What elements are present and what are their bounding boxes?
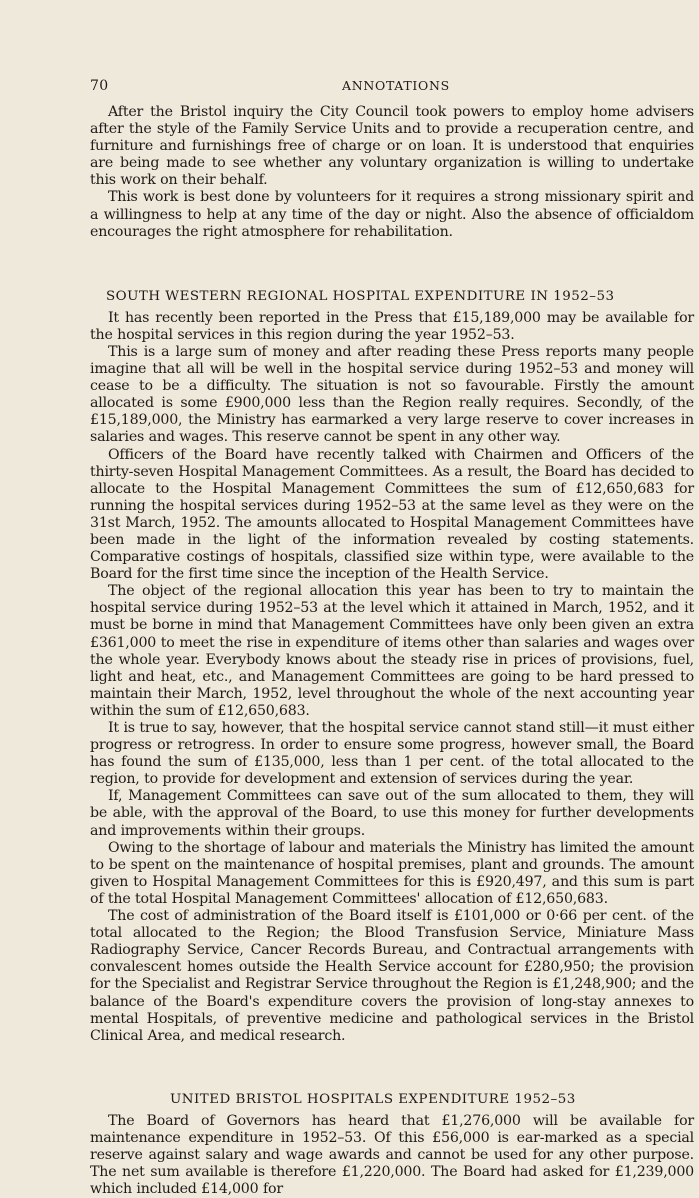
paragraph: The object of the regional allocation this year has been to try to maintain the hospital service during 1952–53 at the level which it attained in March, 1952, and it must be borne in mind that Management Committees have only been given an extra £361,000 to meet the rise in expenditure of items other than salaries and wages over the whole year. Everybody knows about the steady rise in prices of provisions, fuel, light and heat, etc., and Management Committees are going to be hard pressed to maintain their March, 1952, level throughout the whole of the next accounting year within the sum of £12,650,683.	[90, 583, 694, 719]
paragraph: Officers of the Board have recently talked with Chairmen and Officers of the thirty-seven Hospital Management Committees. As a result, the Board has decided to allocate to the Hospital Management Committees the sum of £12,650,683 for running the hospital services during 1952–53 at the same level as they were on the 31st March, 1952. The amounts allocated to Hospital Management Committees have been made in the light of the information revealed by costing statements. Comparative costings of hospitals, classified size within type, were available to the Board for the first time since the inception of the Health Service.	[90, 446, 694, 583]
page-header	[90, 78, 689, 94]
running-head: ANNOTATIONS	[342, 78, 450, 93]
united-bristol-section	[90, 1091, 694, 1198]
paragraph: After the Bristol inquiry the City Council took powers to employ home advisers after the style of the Family Service Units and to provide a recuperation centre, and furniture and furnishings free of charge or on loan. It is understood that enquiries are being made to see whether any voluntary organization is willing to undertake this work on their behalf.	[90, 104, 694, 189]
paragraph: This work is best done by volunteers for it requires a strong missionary spirit and a willingness to help at any time of the day or night. Also the absence of officialdom encourages the right atmosphere for rehabilitation.	[90, 189, 694, 240]
intro-section	[90, 104, 694, 241]
section-heading: UNITED BRISTOL HOSPITALS EXPENDITURE 1952–53	[170, 1091, 576, 1107]
page-number: 70	[90, 78, 109, 94]
section-heading: SOUTH WESTERN REGIONAL HOSPITAL EXPENDITURE IN 1952–53	[106, 288, 615, 304]
paragraph: The Board of Governors has heard that £1,276,000 will be available for maintenance expenditure in 1952–53. Of this £56,000 is ear-marked as a special reserve against salary and wage awards and cannot be used for any other purpose. The net sum available is therefore £1,220,000. The Board had asked for £1,239,000 which included £14,000 for	[90, 1112, 694, 1198]
paragraph: It has recently been reported in the Press that £15,189,000 may be available for the hospital services in this region during the year 1952–53.	[90, 309, 694, 343]
paragraph: This is a large sum of money and after reading these Press reports many people imagine that all will be well in the hospital service during 1952–53 and money will cease to be a difficulty. The situation is not so favourable. Firstly the amount allocated is some £900,000 less than the Region really requires. Secondly, of the £15,189,000, the Ministry has earmarked a very large reserve to cover increases in salaries and wages. This reserve cannot be spent in any other way.	[90, 343, 694, 446]
paragraph: If, Management Committees can save out of the sum allocated to them, they will be able, with the approval of the Board, to use this money for further developments and improvements within their groups.	[90, 788, 694, 839]
paragraph: It is true to say, however, that the hospital service cannot stand still—it must either progress or retrogress. In order to ensure some progress, however small, the Board has found the sum of £135,000, less than 1 per cent. of the total allocated to the region, to provide for development and extension of services during the year.	[90, 720, 694, 788]
south-western-section	[90, 288, 694, 1045]
paragraph: The cost of administration of the Board itself is £101,000 or 0·66 per cent. of the total allocated to the Region; the Blood Transfusion Service, Miniature Mass Radiography Service, Cancer Records Bureau, and Contractual arrangements with convalescent homes outside the Health Service account for £280,950; the provision for the Specialist and Registrar Service throughout the Region is £1,248,900; and the balance of the Board's expenditure covers the provision of long-stay annexes to mental Hospitals, of preventive medicine and pathological services in the Bristol Clinical Area, and medical research.	[90, 908, 694, 1044]
paragraph: Owing to the shortage of labour and materials the Ministry has limited the amount to be spent on the maintenance of hospital premises, plant and grounds. The amount given to Hospital Management Committees for this is £920,497, and this sum is part of the total Hospital Management Committees' allocation of £12,650,683.	[90, 839, 694, 907]
